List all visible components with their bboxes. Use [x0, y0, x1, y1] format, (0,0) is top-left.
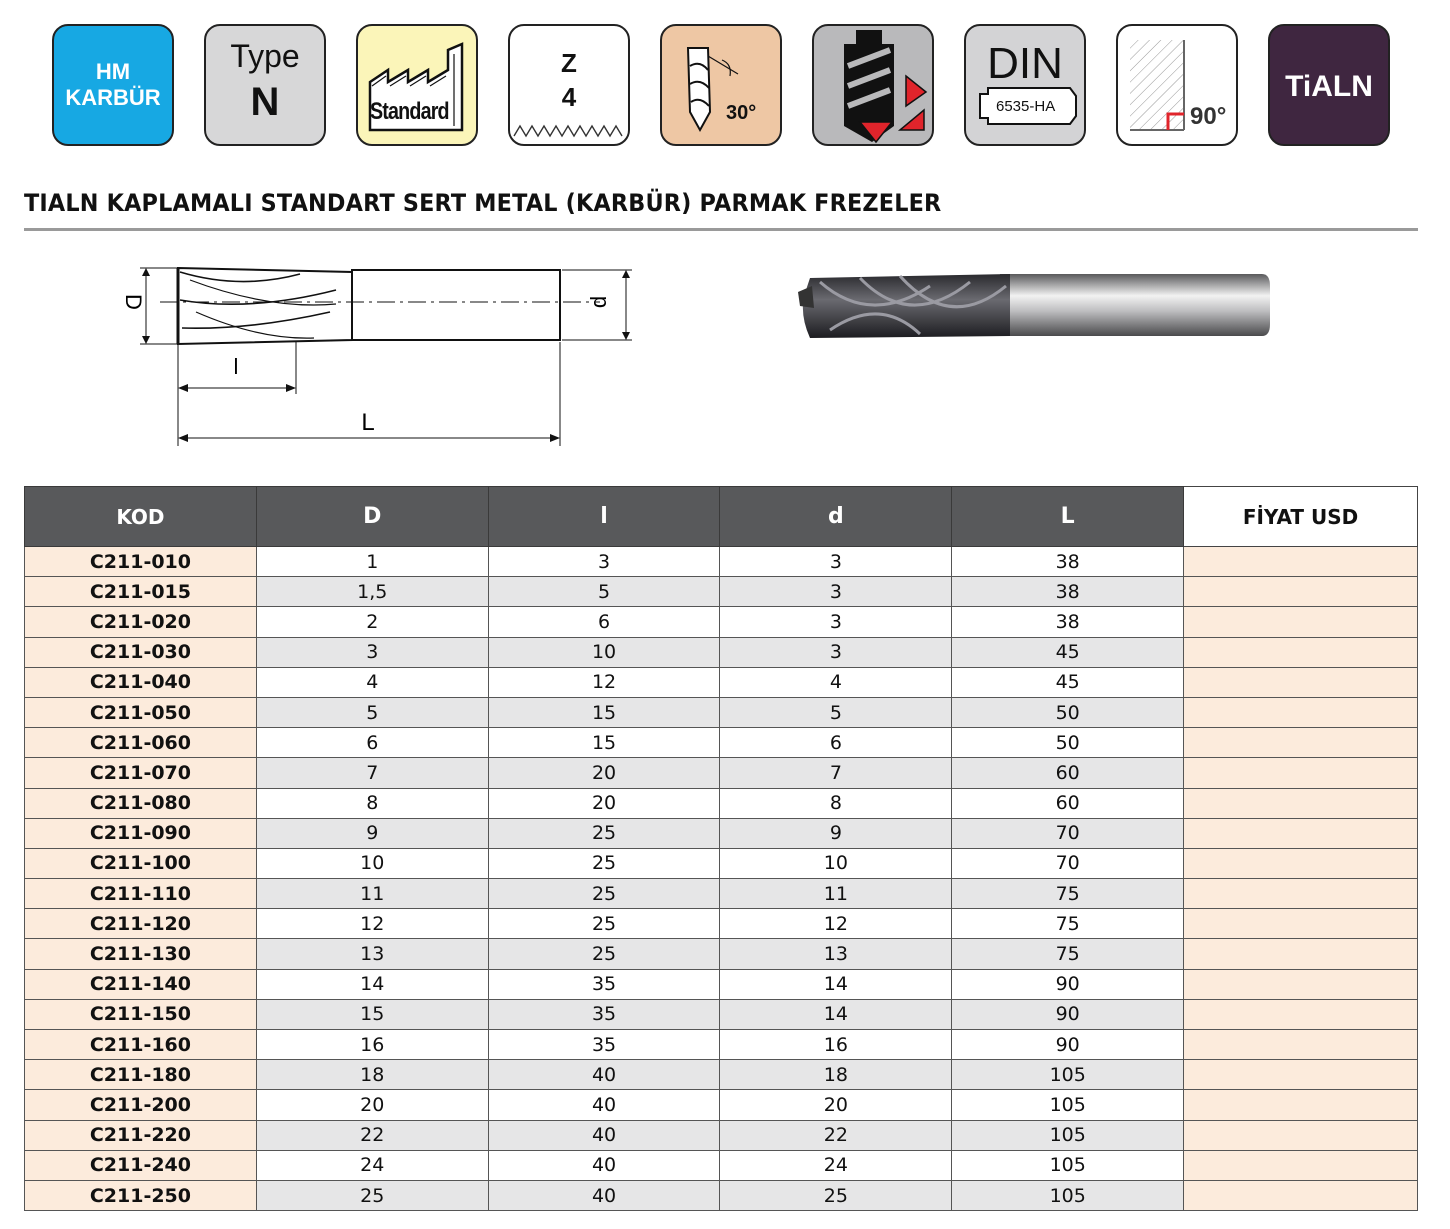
cell-d: 3 — [720, 607, 952, 637]
col-header-L: L — [952, 487, 1184, 547]
cell-l: 6 — [488, 607, 720, 637]
cell-price — [1184, 788, 1418, 818]
table-row — [25, 818, 1418, 848]
cell-D: 16 — [256, 1030, 488, 1060]
cell-L: 90 — [952, 999, 1184, 1029]
col-header-d: d — [720, 487, 952, 547]
cell-price — [1184, 1150, 1418, 1180]
cell-kod: C211-130 — [25, 939, 257, 969]
cell-D: 25 — [256, 1180, 488, 1210]
cell-price — [1184, 939, 1418, 969]
cell-l: 35 — [488, 999, 720, 1029]
table-row — [25, 758, 1418, 788]
cell-L: 75 — [952, 879, 1184, 909]
factory-icon — [358, 26, 476, 144]
cell-L: 70 — [952, 818, 1184, 848]
cell-D: 1 — [256, 547, 488, 577]
end-mill-photo — [780, 256, 1280, 346]
cell-price — [1184, 577, 1418, 607]
cell-kod: C211-070 — [25, 758, 257, 788]
cell-d: 5 — [720, 697, 952, 727]
cell-D: 4 — [256, 667, 488, 697]
table-row — [25, 1060, 1418, 1090]
cell-l: 40 — [488, 1150, 720, 1180]
cell-price — [1184, 637, 1418, 667]
helix-label: 30° — [726, 102, 757, 124]
cell-price — [1184, 1090, 1418, 1120]
cell-price — [1184, 909, 1418, 939]
cell-kod: C211-080 — [25, 788, 257, 818]
table-row — [25, 939, 1418, 969]
cell-d: 12 — [720, 909, 952, 939]
cell-l: 40 — [488, 1120, 720, 1150]
cell-L: 38 — [952, 547, 1184, 577]
cell-d: 14 — [720, 969, 952, 999]
cell-price — [1184, 1120, 1418, 1150]
cell-d: 24 — [720, 1150, 952, 1180]
cell-d: 3 — [720, 577, 952, 607]
table-row — [25, 637, 1418, 667]
cell-kod: C211-040 — [25, 667, 257, 697]
din-sub-label: 6535-HA — [996, 98, 1056, 115]
milling-tool-icon — [814, 26, 932, 144]
standard-label: Standard — [370, 98, 449, 125]
standard-factory-icon — [356, 24, 478, 146]
cell-d: 13 — [720, 939, 952, 969]
cell-d: 7 — [720, 758, 952, 788]
cell-kod: C211-110 — [25, 879, 257, 909]
cell-L: 105 — [952, 1060, 1184, 1090]
cell-price — [1184, 818, 1418, 848]
cell-d: 6 — [720, 728, 952, 758]
table-row — [25, 547, 1418, 577]
feature-icon-row — [52, 24, 1392, 148]
corner-angle-icon — [1116, 24, 1238, 146]
table-row — [25, 788, 1418, 818]
cell-L: 50 — [952, 697, 1184, 727]
material-label — [54, 59, 172, 111]
cell-D: 9 — [256, 818, 488, 848]
table-row — [25, 607, 1418, 637]
cell-price — [1184, 969, 1418, 999]
table-row — [25, 909, 1418, 939]
technical-drawing — [100, 250, 660, 450]
table-row — [25, 697, 1418, 727]
page-title: TIALN KAPLAMALI STANDART SERT METAL (KARBÜR) PARMAK FREZELER — [24, 189, 942, 217]
cell-D: 18 — [256, 1060, 488, 1090]
cell-L: 105 — [952, 1090, 1184, 1120]
cell-l: 35 — [488, 969, 720, 999]
cell-D: 14 — [256, 969, 488, 999]
cell-price — [1184, 728, 1418, 758]
cell-l: 20 — [488, 788, 720, 818]
din-standard-icon — [964, 24, 1086, 146]
table-row — [25, 1180, 1418, 1210]
cell-D: 7 — [256, 758, 488, 788]
col-header-price: FİYAT USD — [1184, 487, 1418, 547]
cell-l: 40 — [488, 1060, 720, 1090]
cell-l: 40 — [488, 1180, 720, 1210]
flute-count-icon — [508, 24, 630, 146]
cell-price — [1184, 547, 1418, 577]
type-n-icon — [204, 24, 326, 146]
table-row — [25, 1150, 1418, 1180]
helix-angle-icon — [660, 24, 782, 146]
flute-label: Z — [561, 48, 577, 78]
type-label: Type — [230, 38, 300, 74]
spec-table — [24, 486, 1418, 1211]
cell-price — [1184, 1180, 1418, 1210]
dim-l-label: l — [233, 354, 239, 379]
cell-price — [1184, 607, 1418, 637]
cell-d: 3 — [720, 547, 952, 577]
material-carbide-icon — [52, 24, 174, 146]
cell-price — [1184, 667, 1418, 697]
cell-d: 8 — [720, 788, 952, 818]
cell-kod: C211-020 — [25, 607, 257, 637]
cell-kod: C211-060 — [25, 728, 257, 758]
table-row — [25, 848, 1418, 878]
cell-kod: C211-180 — [25, 1060, 257, 1090]
teeth-zigzag-icon — [510, 26, 628, 144]
cell-kod: C211-100 — [25, 848, 257, 878]
angle-label: 90° — [1190, 103, 1227, 130]
cell-D: 15 — [256, 999, 488, 1029]
cell-l: 10 — [488, 637, 720, 667]
cell-l: 40 — [488, 1090, 720, 1120]
type-value: N — [250, 80, 280, 124]
milling-direction-icon — [812, 24, 934, 146]
cell-l: 12 — [488, 667, 720, 697]
cell-D: 8 — [256, 788, 488, 818]
table-row — [25, 1120, 1418, 1150]
cell-kod: C211-120 — [25, 909, 257, 939]
table-row — [25, 728, 1418, 758]
cell-L: 45 — [952, 637, 1184, 667]
cell-l: 35 — [488, 1030, 720, 1060]
cell-price — [1184, 879, 1418, 909]
cell-D: 13 — [256, 939, 488, 969]
cell-l: 25 — [488, 909, 720, 939]
material-line2: KARBÜR — [65, 85, 161, 110]
cell-L: 105 — [952, 1180, 1184, 1210]
cell-d: 4 — [720, 667, 952, 697]
cell-L: 38 — [952, 577, 1184, 607]
cell-kod: C211-140 — [25, 969, 257, 999]
cell-L: 60 — [952, 788, 1184, 818]
cell-D: 3 — [256, 637, 488, 667]
cell-D: 6 — [256, 728, 488, 758]
cell-d: 16 — [720, 1030, 952, 1060]
table-body — [25, 547, 1418, 1211]
cell-d: 14 — [720, 999, 952, 1029]
cell-D: 2 — [256, 607, 488, 637]
cell-D: 10 — [256, 848, 488, 878]
cell-l: 15 — [488, 728, 720, 758]
cell-d: 20 — [720, 1090, 952, 1120]
cell-l: 25 — [488, 848, 720, 878]
shank-outline-icon — [966, 26, 1084, 144]
dim-L-label: L — [361, 409, 375, 436]
cell-L: 50 — [952, 728, 1184, 758]
coating-label: TiALN — [1285, 70, 1373, 103]
cell-L: 105 — [952, 1120, 1184, 1150]
cell-l: 5 — [488, 577, 720, 607]
cell-d: 25 — [720, 1180, 952, 1210]
cell-L: 60 — [952, 758, 1184, 788]
col-header-D: D — [256, 487, 488, 547]
cell-L: 70 — [952, 848, 1184, 878]
cell-kod: C211-150 — [25, 999, 257, 1029]
title-divider — [24, 228, 1418, 231]
cell-d: 3 — [720, 637, 952, 667]
table-row — [25, 1090, 1418, 1120]
cell-l: 20 — [488, 758, 720, 788]
cell-price — [1184, 697, 1418, 727]
cell-kod: C211-015 — [25, 577, 257, 607]
table-row — [25, 667, 1418, 697]
cell-l: 25 — [488, 939, 720, 969]
cell-D: 20 — [256, 1090, 488, 1120]
cell-L: 75 — [952, 909, 1184, 939]
cell-d: 18 — [720, 1060, 952, 1090]
cell-L: 105 — [952, 1150, 1184, 1180]
col-header-kod: KOD — [25, 487, 257, 547]
cell-L: 45 — [952, 667, 1184, 697]
material-line1: HM — [95, 59, 131, 84]
cell-D: 5 — [256, 697, 488, 727]
cell-price — [1184, 848, 1418, 878]
cell-kod: C211-050 — [25, 697, 257, 727]
cell-kod: C211-030 — [25, 637, 257, 667]
drill-helix-icon — [662, 26, 780, 144]
table-row — [25, 879, 1418, 909]
table-row — [25, 999, 1418, 1029]
cell-kod: C211-090 — [25, 818, 257, 848]
coating-tialn-icon — [1268, 24, 1390, 146]
cell-L: 38 — [952, 607, 1184, 637]
cell-d: 10 — [720, 848, 952, 878]
din-label: DIN — [987, 39, 1063, 88]
cell-price — [1184, 1060, 1418, 1090]
cell-kod: C211-200 — [25, 1090, 257, 1120]
cell-kod: C211-010 — [25, 547, 257, 577]
cell-kod: C211-250 — [25, 1180, 257, 1210]
cell-kod: C211-220 — [25, 1120, 257, 1150]
table-row — [25, 1030, 1418, 1060]
cell-price — [1184, 758, 1418, 788]
flute-value: 4 — [561, 82, 577, 112]
cell-d: 9 — [720, 818, 952, 848]
cell-l: 15 — [488, 697, 720, 727]
cell-kod: C211-160 — [25, 1030, 257, 1060]
cell-d: 22 — [720, 1120, 952, 1150]
cell-L: 90 — [952, 969, 1184, 999]
table-row — [25, 969, 1418, 999]
col-header-l: l — [488, 487, 720, 547]
cell-l: 25 — [488, 818, 720, 848]
cell-price — [1184, 1030, 1418, 1060]
cell-D: 1,5 — [256, 577, 488, 607]
cell-D: 11 — [256, 879, 488, 909]
cell-l: 3 — [488, 547, 720, 577]
table-header-row — [25, 487, 1418, 547]
cell-D: 22 — [256, 1120, 488, 1150]
cell-l: 25 — [488, 879, 720, 909]
dim-D-label: D — [121, 294, 146, 310]
cell-kod: C211-240 — [25, 1150, 257, 1180]
cell-d: 11 — [720, 879, 952, 909]
cell-price — [1184, 999, 1418, 1029]
table-row — [25, 577, 1418, 607]
cell-D: 24 — [256, 1150, 488, 1180]
cell-D: 12 — [256, 909, 488, 939]
cell-L: 90 — [952, 1030, 1184, 1060]
cell-L: 75 — [952, 939, 1184, 969]
dim-d-label: d — [586, 295, 611, 309]
